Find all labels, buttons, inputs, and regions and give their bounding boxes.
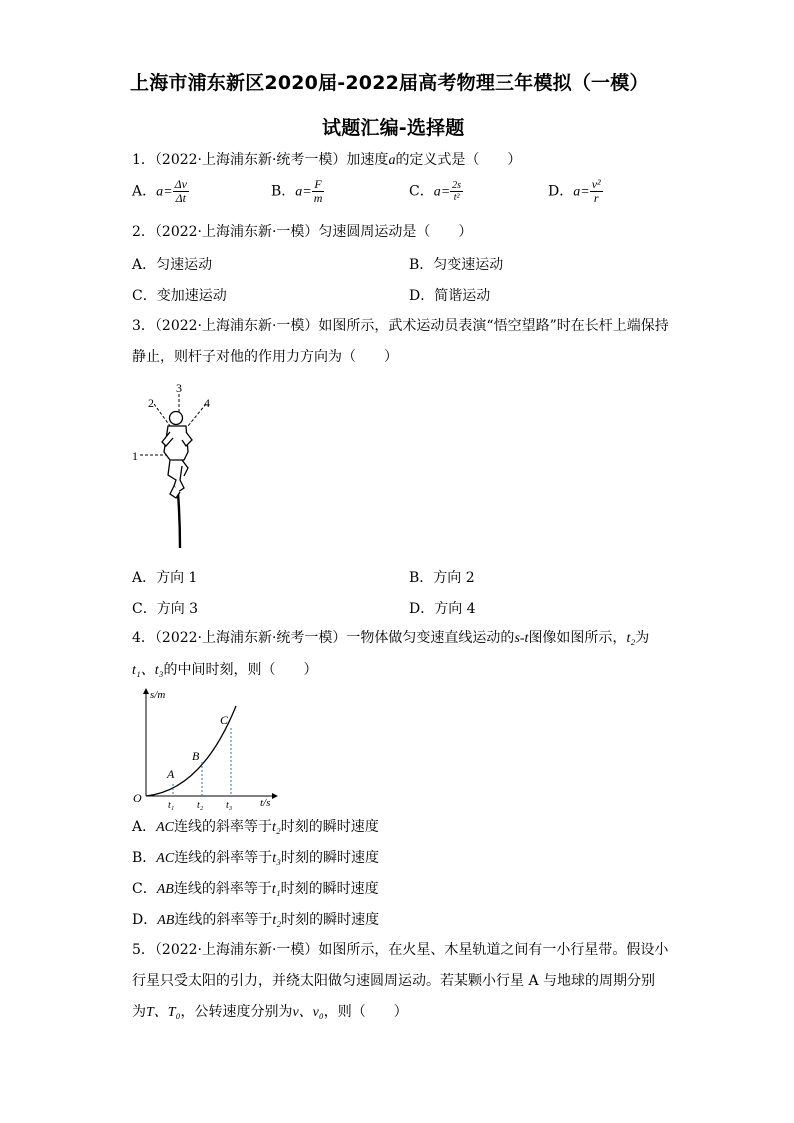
question-4-stem-line1: 4．（2022·上海浦东新·统考一模）一物体做匀变速直线运动的s-t图像如图所示，t₂为 [132,630,650,646]
q3-option-a: A．方向 1 [132,570,198,586]
q2-option-a: A．匀速运动 [132,257,213,273]
q3-option-b: B．方向 2 [409,570,475,586]
q1-option-c: C．a= $\frac{2s}{\text{t²}}$ [409,180,462,203]
q2-option-d: D．简谐运动 [409,288,491,304]
artist-figure [162,412,192,499]
q1-option-a: A．a= $\frac{\Delta v}{\Delta t}$ [132,177,187,205]
direction-2-line [154,404,170,426]
question-2-stem: 2．（2022·上海浦东新·一模）匀速圆周运动是（ ） [132,224,473,240]
tick-t1: t₁ [168,800,175,810]
direction-4-label: 4 [204,396,210,410]
direction-3-label: 3 [176,381,182,395]
origin-label: O [133,791,142,805]
direction-1-label: 1 [132,449,138,463]
q2-option-c: C．变加速运动 [132,288,227,304]
question-5-stem-line3: 为T、T₀，公转速度分别为v、v₀，则（ ） [132,1004,408,1020]
page-title-line1: 上海市浦东新区2020届-2022届高考物理三年模拟（一模） [130,72,649,94]
q1-option-b: B．a= $\frac{F}{m}$ [271,177,323,205]
tick-t3: t₃ [226,800,233,810]
x-axis-label: t/s [260,797,271,809]
q4-option-d: D．AB连线的斜率等于t₂时刻的瞬时速度 [132,912,380,928]
page-title-line2: 试题汇编-选择题 [322,117,465,139]
q1-option-d: D．a= $\frac{\text{v²}}{r}$ [548,177,601,205]
question-3-stem-line1: 3．（2022·上海浦东新·一模）如图所示，武术运动员表演“悟空望路”时在长杆上端保持 [132,318,669,334]
tick-t2: t₂ [197,800,204,810]
y-axis-arrow [143,688,149,694]
question-3-stem-line2: 静止，则杆子对他的作用力方向为（ ） [132,349,398,365]
q3-option-c: C．方向 3 [132,601,199,617]
question-4-stem-line2: t₁、t₃的中间时刻，则（ ） [132,662,318,678]
q4-option-a: A．AC连线的斜率等于t₂时刻的瞬时速度 [132,819,379,835]
q3-option-d: D．方向 4 [409,601,476,617]
point-c-label: C [220,713,229,727]
q4-option-b: B．AC连线的斜率等于t₃时刻的瞬时速度 [132,850,379,866]
q4-option-c: C．AB连线的斜率等于t₁时刻的瞬时速度 [132,881,379,897]
y-axis-label: s/m [150,689,166,701]
question-1-stem: 1．（2022·上海浦东新·统考一模）加速度a的定义式是（ ） [132,152,522,168]
point-b-label: B [192,749,200,763]
q2-option-b: B．匀变速运动 [409,257,504,273]
question-5-stem-line2: 行星只受太阳的引力，并绕太阳做匀速圆周运动。若某颗小行星 A 与地球的周期分别 [132,973,656,989]
q4-s-t-graph [130,684,280,810]
direction-2-label: 2 [148,396,154,410]
question-5-stem-line1: 5．（2022·上海浦东新·一模）如图所示，在火星、木星轨道之间有一小行星带。假设小 [132,942,669,958]
q3-martial-artist-figure [130,380,220,552]
x-axis-arrow [272,793,278,799]
point-a-label: A [167,767,175,781]
